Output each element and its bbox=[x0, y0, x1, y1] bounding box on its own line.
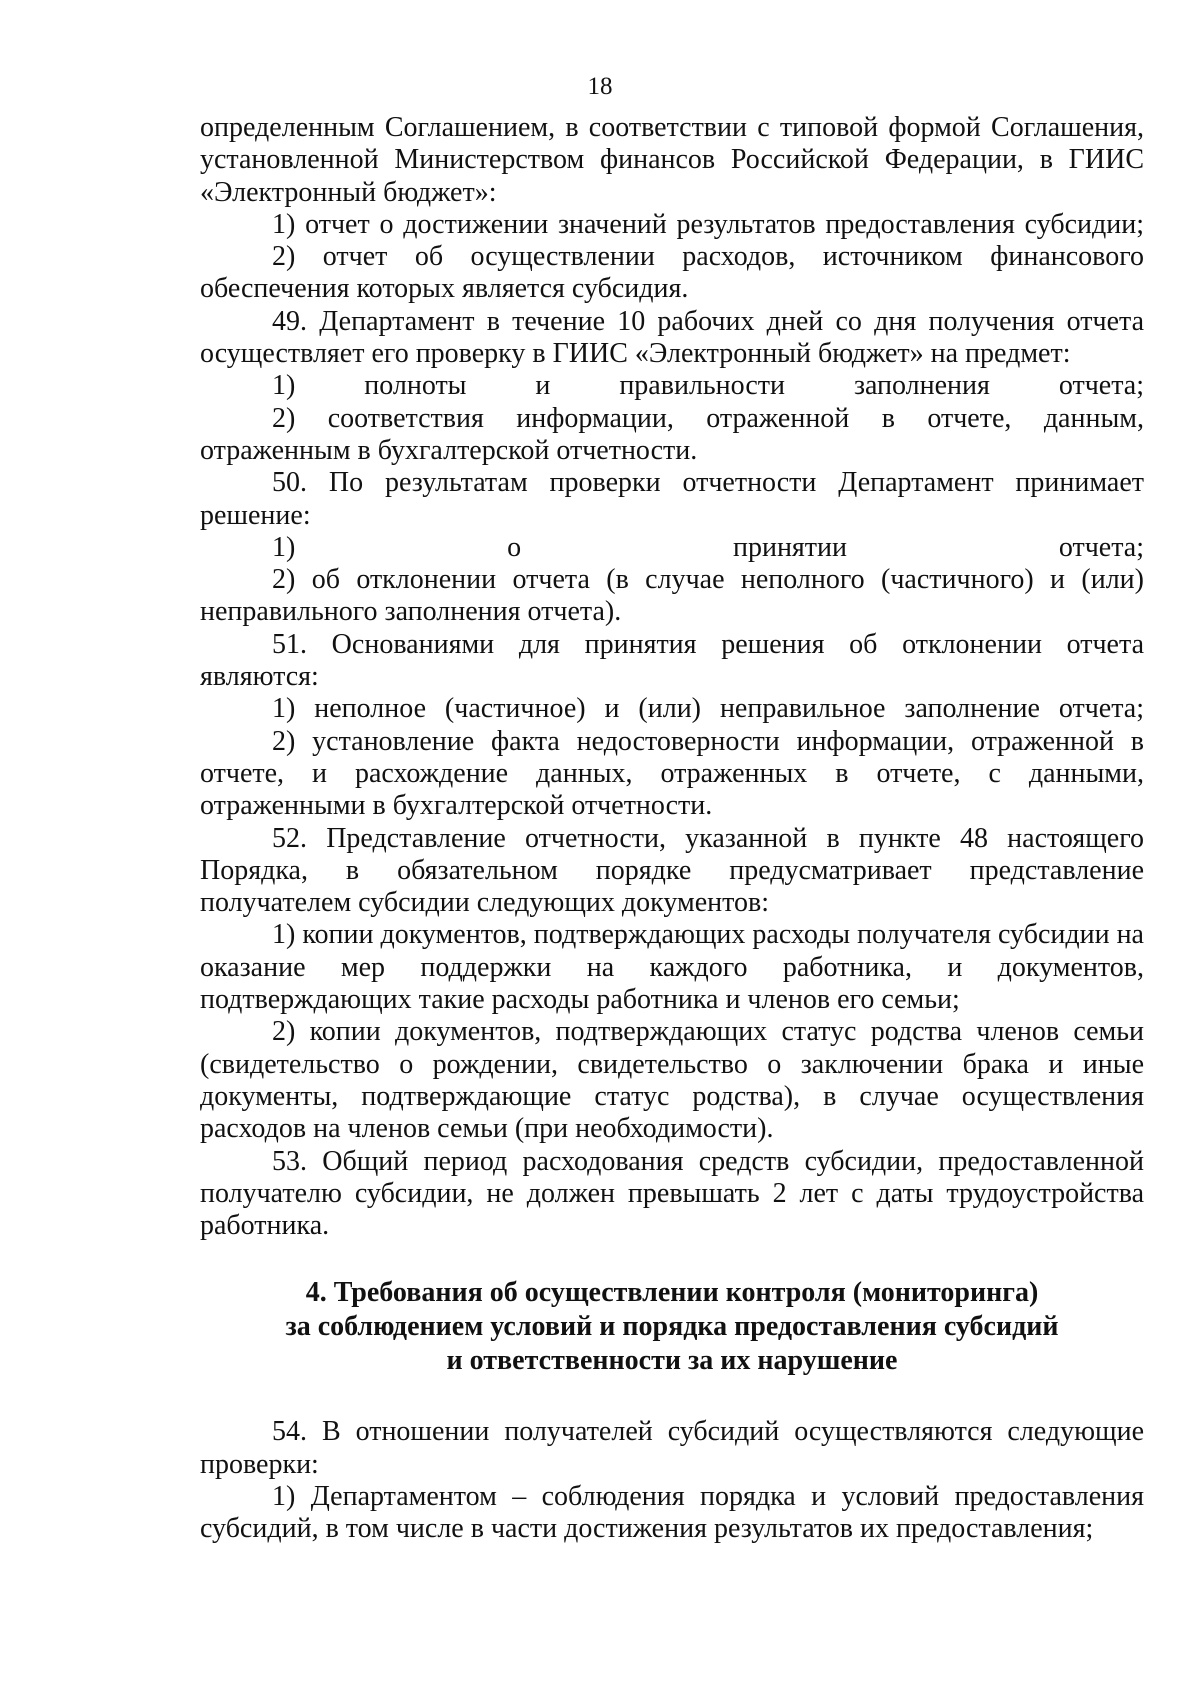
paragraph: 1) о принятии отчета; bbox=[272, 531, 1144, 563]
section-heading-line: 4. Требования об осуществлении контроля (мониторинга) bbox=[305, 1277, 1039, 1309]
paragraph: 2) копии документов, подтверждающих статус родства членов семьи (свидетельство о рождении, свидетельство о заключении брака и иные документы, подтверждающие статус родства), в случае осуществления расходов на членов семьи (при необходимости). bbox=[200, 1016, 1144, 1145]
document-body bbox=[200, 112, 1144, 1546]
paragraphs-before-heading bbox=[200, 112, 1144, 1242]
paragraph: 51. Основаниями для принятия решения об отклонении отчета являются: bbox=[200, 628, 1144, 693]
paragraph: 1) неполное (частичное) и (или) неправильное заполнение отчета; bbox=[272, 693, 1144, 725]
section-heading-line: и ответственности за их нарушение bbox=[446, 1345, 898, 1377]
paragraph: 1) полноты и правильности заполнения отчета; bbox=[272, 370, 1144, 402]
paragraph: определенным Соглашением, в соответствии с типовой формой Соглашения, установленной Министерством финансов Российской Федерации, в ГИИС «Электронный бюджет»: bbox=[200, 112, 1144, 208]
paragraph: 2) об отклонении отчета (в случае неполного (частичного) и (или) неправильного заполнения отчета). bbox=[200, 564, 1144, 628]
page-number: 18 bbox=[587, 73, 613, 100]
paragraph: 50. По результатам проверки отчетности Департамент принимает решение: bbox=[200, 467, 1144, 531]
paragraph: 1) копии документов, подтверждающих расходы получателя субсидии на оказание мер поддержки на каждого работника, и документов, подтверждающих такие расходы работника и членов его семьи; bbox=[200, 919, 1144, 1016]
paragraph: 53. Общий период расходования средств субсидии, предоставленной получателю субсидии, не должен превышать 2 лет с даты трудоустройства работника. bbox=[200, 1145, 1144, 1242]
paragraph: 49. Департамент в течение 10 рабочих дней со дня получения отчета осуществляет его проверку в ГИИС «Электронный бюджет» на предмет: bbox=[200, 305, 1144, 370]
paragraph: 54. В отношении получателей субсидий осуществляются следующие проверки: bbox=[200, 1416, 1144, 1480]
paragraph: 2) соответствия информации, отраженной в отчете, данным, отраженным в бухгалтерской отчетности. bbox=[200, 402, 1144, 466]
paragraph: 2) установление факта недостоверности информации, отраженной в отчете, и расхождение данных, отраженных в отчете, с данными, отраженными в бухгалтерской отчетности. bbox=[200, 725, 1144, 822]
paragraph: 52. Представление отчетности, указанной в пункте 48 настоящего Порядка, в обязательном порядке предусматривает представление получателем субсидии следующих документов: bbox=[200, 822, 1144, 919]
section-heading bbox=[200, 1276, 1144, 1378]
paragraph: 1) отчет о достижении значений результатов предоставления субсидии; bbox=[272, 208, 1144, 240]
section-heading-line: за соблюдением условий и порядка предоставления субсидий bbox=[285, 1311, 1059, 1343]
paragraph: 1) Департаментом – соблюдения порядка и условий предоставления субсидий, в том числе в части достижения результатов их предоставления; bbox=[200, 1480, 1144, 1545]
paragraphs-after-heading bbox=[200, 1416, 1144, 1545]
paragraph: 2) отчет об осуществлении расходов, источником финансового обеспечения которых является субсидия. bbox=[200, 241, 1144, 305]
